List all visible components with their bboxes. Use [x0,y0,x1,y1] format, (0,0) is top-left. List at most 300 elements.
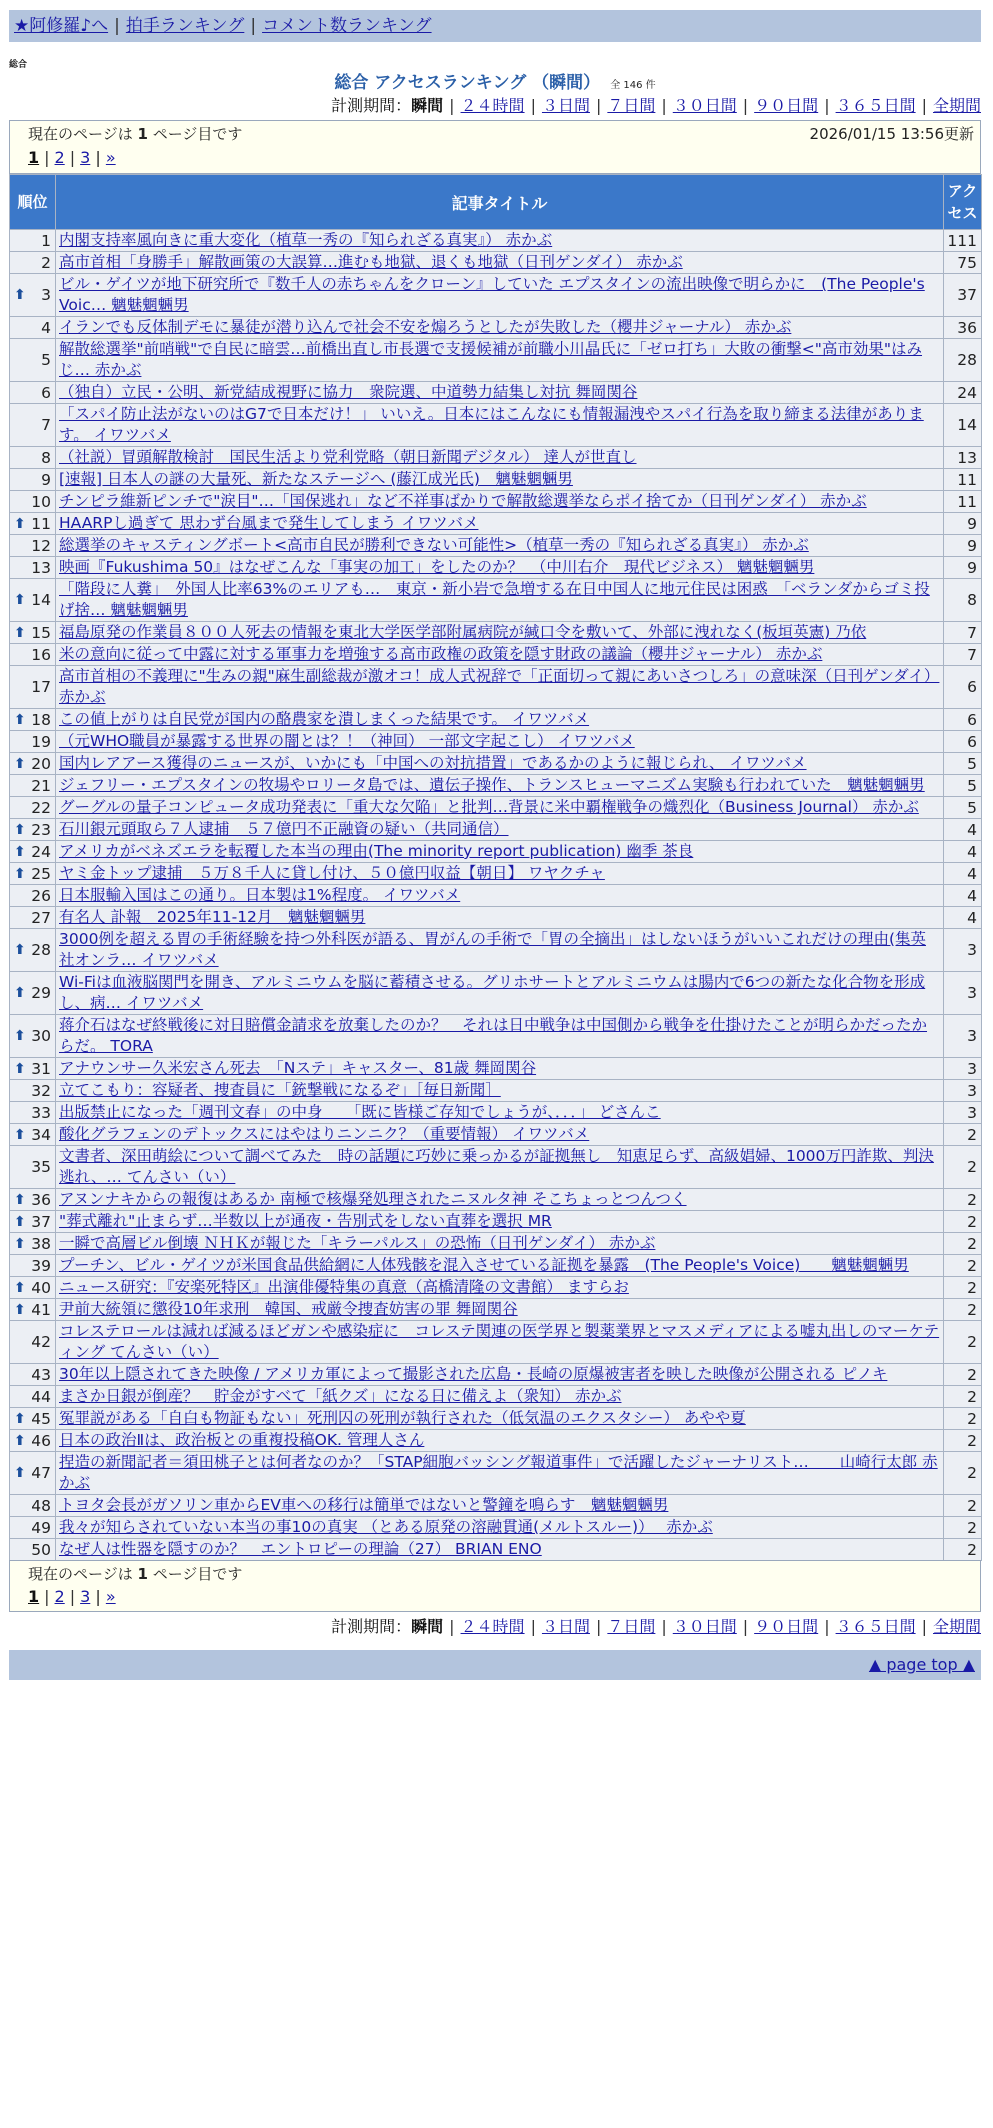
rank-cell [10,1277,56,1299]
table-row [10,274,982,317]
rank-cell [10,1517,56,1539]
rank-cell [10,317,56,339]
table-row [10,230,982,252]
article-title-link[interactable]: 福島原発の作業員８００人死去の情報を東北大学医学部附属病院が緘口令を敷いて、外部に洩れなく(板垣英憲) 乃依 [59,623,867,641]
access-count: 36 [944,317,982,339]
access-count: 3 [944,1058,982,1080]
rank-number: 33 [31,1103,51,1122]
article-title-link[interactable]: 内閣支持率風向きに重大変化（植草一秀の『知られざる真実』） 赤かぶ [59,231,553,249]
pager-page-link[interactable]: 3 [80,1587,91,1606]
rank-number: 15 [31,623,51,642]
access-count: 2 [944,1386,982,1408]
rank-number: 14 [31,591,51,609]
pagination: 1 | 2 | 3 | » [28,148,116,167]
article-title-link[interactable]: 総選挙のキャスティングボート<高市自民が勝利できない可能性>（植草一秀の『知られざる真実』） 赤かぶ [59,536,809,554]
table-row [10,797,982,819]
title-cell [56,513,944,535]
access-count: 5 [944,753,982,775]
rank-cell [10,1102,56,1124]
access-count: 14 [944,404,982,447]
rank-number: 43 [31,1365,51,1384]
title-cell [56,1299,944,1321]
period-separator: | [449,96,455,115]
title-cell [56,274,944,317]
title-cell [56,491,944,513]
table-row [10,1299,982,1321]
title-cell [56,622,944,644]
article-title-link[interactable]: 蒋介石はなぜ終戦後に対日賠償金請求を放棄したのか？ それは日中戦争は中国側から戦争を仕掛けたことが明らかだったからだ。 TORA [59,1016,928,1055]
title-cell [56,382,944,404]
nav-comment-ranking-link[interactable]: コメント数ランキング [262,16,432,36]
table-row [10,1452,982,1495]
rank-up-arrow-icon: ⬆ [14,624,26,641]
article-title-link[interactable]: アナウンサー久米宏さん死去 「Nステ」キャスター、81歳 舞岡関谷 [59,1059,537,1077]
article-title-link[interactable]: 冤罪説がある「自白も物証もない」死刑囚の死刑が執行された（低気温のエクスタシー） あやや夏 [59,1409,746,1427]
title-cell [56,230,944,252]
table-row [10,1015,982,1058]
article-title-link[interactable]: HAARPし過ぎて 思わず台風まで発生してしまう イワツバメ [59,514,479,532]
access-count: 2 [944,1321,982,1364]
rank-cell [10,797,56,819]
access-count: 111 [944,230,982,252]
access-count: 4 [944,885,982,907]
rank-number: 42 [31,1333,51,1351]
period-option-link[interactable]: 全期間 [932,96,981,115]
rank-number: 39 [31,1256,51,1275]
rank-up-arrow-icon: ⬆ [14,843,26,860]
table-row [10,579,982,622]
bottom-bar [9,1650,981,1680]
table-row [10,929,982,972]
period-option-link[interactable]: 全期間 [932,1617,981,1636]
table-row [10,885,982,907]
rank-up-arrow-icon: ⬆ [14,1432,26,1449]
access-count: 7 [944,644,982,666]
rank-cell [10,972,56,1015]
period-separator: | [742,96,749,115]
rank-cell [10,622,56,644]
access-count: 2 [944,1189,982,1211]
top-nav-bar: ★阿修羅♪へ | 拍手ランキング | コメント数ランキング [9,10,981,42]
table-row [10,622,982,644]
article-title-link[interactable]: 「階段に人糞」 外国人比率63%のエリアも… 東京・新小岩で急増する在日中国人に地元住民は困惑 「ベランダからゴミ投げ捨… 魑魅魍魎男 [59,580,930,619]
rank-cell [10,1124,56,1146]
rank-cell [10,1211,56,1233]
table-row [10,1124,982,1146]
table-row [10,447,982,469]
title-cell [56,469,944,491]
period-option-link[interactable]: ３日間 [541,1617,590,1636]
pager-separator: | [69,1587,76,1606]
rank-cell [10,841,56,863]
rank-number: 34 [31,1125,51,1144]
rank-number: 29 [31,984,51,1002]
period-current: 瞬間 [411,96,444,115]
period-label: 計測期間： [331,1617,412,1636]
article-title-link[interactable]: （元WHO職員が暴露する世界の闇とは？！（神回） 一部文字起こし） イワツバメ [59,732,635,750]
article-title-link[interactable]: [速報] 日本人の謎の大量死、新たなステージへ (藤江成光氏) 魑魅魍魎男 [59,470,573,488]
article-title-link[interactable]: プーチン、ビル・ゲイツが米国食品供給網に人体残骸を混入させている証拠を暴露 (The People's Voice) 魑魅魍魎男 [59,1256,909,1274]
access-count: 3 [944,929,982,972]
rank-cell [10,404,56,447]
access-count: 3 [944,1102,982,1124]
access-count: 2 [944,1517,982,1539]
article-title-link[interactable]: ジェフリー・エプスタインの牧場やロリータ島では、遺伝子操作、トランスヒューマニズム実験も行われていた 魑魅魍魎男 [59,776,925,794]
rank-up-arrow-icon: ⬆ [14,1465,26,1481]
article-title-link[interactable]: Wi-Fiは血液脳関門を開き、アルミニウムを脳に蓄積させる。グリホサートとアルミニウムは腸内で6つの新たな化合物を形成し、病… イワツバメ [59,973,926,1012]
title-cell [56,972,944,1015]
rank-number: 49 [31,1518,51,1537]
article-title-link[interactable]: 尹前大統領に懲役10年求刑 韓国、戒厳令捜査妨害の罪 舞岡関谷 [59,1300,518,1318]
access-count: 9 [944,557,982,579]
rank-cell [10,709,56,731]
rank-cell [10,885,56,907]
table-row [10,1189,982,1211]
table-row [10,382,982,404]
rank-number: 2 [41,253,51,272]
article-title-link[interactable]: まさか日銀が倒産？ 貯金がすべて「紙クズ」になる日に備えよ（衆知） 赤かぶ [59,1387,622,1405]
title-cell [56,709,944,731]
period-option-link[interactable]: ７日間 [607,1617,656,1636]
access-count: 2 [944,1430,982,1452]
rank-number: 16 [31,645,51,664]
article-title-link[interactable]: "葬式離れ"止まらず…半数以上が通夜・告別式をしない直葬を選択 MR [59,1212,552,1230]
rank-number: 41 [31,1300,51,1319]
table-row [10,841,982,863]
title-cell [56,797,944,819]
article-title-link[interactable]: 立てこもり：容疑者、捜査員に「銃撃戦になるぞ」［毎日新聞］ [59,1081,501,1099]
article-title-link[interactable]: 文書者、深田萌絵について調べてみた 時の話題に巧妙に乗っかるが証拠無し 知恵足らず、高級娼婦、1000万円詐欺、判決逃れ、… てんさい（い） [59,1147,934,1186]
title-cell [56,317,944,339]
article-title-link[interactable]: （独自）立民・公明、新党結成視野に協力 衆院選、中道勢力結集し対抗 舞岡関谷 [59,383,638,401]
rank-number: 26 [31,886,51,905]
table-row [10,972,982,1015]
article-title-link[interactable]: （社説）冒頭解散検討 国民生活より党利党略（朝日新聞デジタル） 達人が世直し [59,448,637,466]
rank-cell [10,1189,56,1211]
pager-current-page: 1 [28,1587,40,1606]
rank-cell [10,1255,56,1277]
period-option-link[interactable]: ２４時間 [460,1617,525,1636]
rank-cell [10,230,56,252]
article-title-link[interactable]: 高市首相の不義理に"生みの親"麻生副総裁が激オコ！成人式祝辞で「正面切って親にあいさつしろ」の意味深（日刊ゲンダイ） 赤かぶ [59,667,940,706]
rank-cell [10,1146,56,1189]
rank-number: 9 [41,470,51,489]
title-cell [56,1321,944,1364]
rank-up-arrow-icon: ⬆ [14,865,26,882]
nav-clap-ranking-link[interactable]: 拍手ランキング [125,16,245,36]
article-title-link[interactable]: コレステロールは減れば減るほどガンや感染症に コレステ関連の医学界と製薬業界とマスメディアによる嘘丸出しのマーケティング てんさい（い） [59,1322,940,1361]
article-title-link[interactable]: 解散総選挙"前哨戦"で自民に暗雲…前橋出直し市長選で支援候補が前職小川晶氏に「ゼロ打ち」大敗の衝撃<"高市効果"はみじ… 赤かぶ [59,340,923,379]
table-row [10,709,982,731]
rank-cell [10,513,56,535]
article-title-link[interactable]: なぜ人は性器を隠すのか？ エントロピーの理論（27） BRIAN ENO [59,1540,542,1558]
access-count: 4 [944,863,982,885]
article-title-link[interactable]: 3000例を超える胃の手術経験を持つ外科医が語る、胃がんの手術で「胃の全摘出」はしないほうがいいこれだけの理由(集英社オンラ… イワツバメ [59,930,926,969]
rank-number: 24 [31,842,51,861]
rank-cell [10,382,56,404]
access-count: 3 [944,972,982,1015]
access-count: 4 [944,819,982,841]
article-title-link[interactable]: 我々が知らされていない本当の事10の真実 （とある原発の溶融貫通(メルトスルー)） 赤かぶ [59,1518,713,1536]
rank-number: 38 [31,1234,51,1253]
rank-up-arrow-icon: ⬆ [14,985,26,1001]
rank-number: 8 [41,448,51,467]
table-row [10,1277,982,1299]
rank-number: 30 [31,1027,51,1045]
period-option-link[interactable]: ３６５日間 [835,1617,916,1636]
rank-number: 18 [31,710,51,729]
title-cell [56,339,944,382]
rank-cell [10,1233,56,1255]
article-title-link[interactable]: 石川銀元頭取ら７人逮捕 ５７億円不正融資の疑い（共同通信） [59,820,509,838]
rank-number: 32 [31,1081,51,1100]
access-count: 2 [944,1277,982,1299]
title-cell [56,1408,944,1430]
rank-cell [10,666,56,709]
current-page-text: 現在のページは 1 ページ目です [28,125,243,143]
table-row [10,863,982,885]
rank-up-arrow-icon: ⬆ [14,592,26,608]
title-cell [56,1015,944,1058]
title-cell [56,644,944,666]
table-row [10,469,982,491]
period-separator: | [530,96,536,115]
article-title-link[interactable]: 有名人 訃報 2025年11-12月 魑魅魍魎男 [59,908,366,926]
period-option-link[interactable]: ２４時間 [460,96,525,115]
rank-number: 13 [31,558,51,577]
table-row [10,513,982,535]
table-row [10,1146,982,1189]
table-row [10,1386,982,1408]
access-count: 5 [944,797,982,819]
header-rank: 順位 [10,175,56,230]
rank-up-arrow-icon: ⬆ [14,1279,26,1296]
header-title: 記事タイトル [56,175,944,230]
page-info-box-bottom [9,1560,981,1612]
table-row [10,775,982,797]
table-row [10,1233,982,1255]
access-count: 2 [944,1211,982,1233]
title-cell [56,1058,944,1080]
pager-page-link[interactable]: 2 [54,148,65,167]
page-top-link[interactable]: ▲ page top ▲ [868,1655,975,1674]
rank-number: 28 [31,941,51,959]
access-count: 2 [944,1452,982,1495]
rank-cell [10,1080,56,1102]
article-title-link[interactable]: 捏造の新聞記者＝須田桃子とは何者なのか？「STAP細胞バッシング報道事件」で活躍したジャーナリスト… 山崎行太郎 赤かぶ [59,1453,938,1492]
rank-cell [10,1299,56,1321]
period-separator: | [824,1617,830,1636]
access-count: 4 [944,907,982,929]
table-row [10,1321,982,1364]
article-title-link[interactable]: チンピラ維新ピンチで"涙目"…「国保逃れ」など不祥事ばかりで解散総選挙ならポイ捨てか（日刊ゲンダイ） 赤かぶ [59,492,867,510]
access-count: 9 [944,513,982,535]
rank-up-arrow-icon: ⬆ [14,1191,26,1208]
pager-next-link[interactable]: » [105,148,116,167]
title-cell [56,252,944,274]
category-label: 総合 [9,60,28,70]
pager-page-link[interactable]: 2 [54,1587,65,1606]
period-option-link[interactable]: ９０日間 [754,1617,819,1636]
access-count: 6 [944,709,982,731]
rank-up-arrow-icon: ⬆ [14,1235,26,1252]
article-title-link[interactable]: イランでも反体制デモに暴徒が潜り込んで社会不安を煽ろうとしたが失敗した（櫻井ジャーナル） 赤かぶ [59,318,792,336]
title-cell [56,1233,944,1255]
title-cell [56,1386,944,1408]
rank-number: 23 [31,820,51,839]
period-option-link[interactable]: ３０日間 [672,1617,737,1636]
rank-number: 44 [31,1387,51,1406]
title-cell [56,775,944,797]
article-title-link[interactable]: この値上がりは自民党が国内の酪農家を潰しまくった結果です。 イワツバメ [59,710,590,728]
period-option-link[interactable]: ３０日間 [672,96,737,115]
access-count: 2 [944,1255,982,1277]
rank-number: 47 [31,1464,51,1482]
pager-separator: | [69,148,76,167]
access-count: 3 [944,1015,982,1058]
article-title-link[interactable]: ビル・ゲイツが地下研究所で『数千人の赤ちゃんをクローン』していた エプスタインの流出映像で明らかに (The People's Voic… 魑魅魍魎男 [59,275,925,314]
rank-number: 7 [41,416,51,434]
table-row [10,819,982,841]
page-title: 総合 アクセスランキング （瞬間） [334,73,601,93]
rank-cell [10,447,56,469]
article-title-link[interactable]: グーグルの量子コンピュータ成功発表に「重大な欠陥」と批判…背景に米中覇権戦争の熾烈化（Business Journal） 赤かぶ [59,798,919,816]
period-option-link[interactable]: ３６５日間 [835,96,916,115]
article-title-link[interactable]: 日本の政治Ⅱは、政治板との重複投稿OK. 管理人さん [59,1431,425,1449]
ranking-table [9,174,982,1561]
title-cell [56,863,944,885]
page-info-box [9,120,981,174]
title-cell [56,404,944,447]
title-cell [56,753,944,775]
pager-separator: | [44,148,50,167]
title-cell [56,1189,944,1211]
table-row [10,731,982,753]
rank-cell [10,339,56,382]
article-title-link[interactable]: 映画『Fukushima 50』はなぜこんな「事実の加工」をしたのか？ （中川右介 現代ビジネス） 魑魅魍魎男 [59,558,815,576]
nav-home-link[interactable]: ★阿修羅♪へ [14,16,109,36]
page-heading [9,71,981,95]
article-title-link[interactable]: 「スパイ防止法がないのはG7で日本だけ！」 いいえ。日本にはこんなにも情報漏洩やスパイ行為を取り締まる法律があります。 イワツバメ [59,405,924,444]
title-cell [56,557,944,579]
title-cell [56,535,944,557]
access-count: 2 [944,1408,982,1430]
current-page-text-bottom: 現在のページは 1 ページ目です [28,1565,243,1583]
rank-cell [10,929,56,972]
title-cell [56,1452,944,1495]
table-header-row [10,175,982,230]
table-row [10,1539,982,1561]
title-cell [56,1080,944,1102]
rank-number: 45 [31,1409,51,1428]
table-row [10,1517,982,1539]
article-title-link[interactable]: ヤミ金トップ逮捕 ５万８千人に貸し付け、５０億円収益【朝日】 ワヤクチャ [59,864,605,882]
updated-timestamp: 2026/01/15 13:56更新 [809,125,974,143]
table-row [10,339,982,382]
rank-number: 22 [31,798,51,817]
title-cell [56,1211,944,1233]
article-title-link[interactable]: 日本服輸入国はこの通り。日本製は1%程度。 イワツバメ [59,886,461,904]
title-cell [56,1124,944,1146]
access-count: 11 [944,469,982,491]
rank-cell [10,252,56,274]
article-title-link[interactable]: 高市首相「身勝手」解散画策の大誤算…進むも地獄、退くも地獄（日刊ゲンダイ） 赤かぶ [59,253,683,271]
rank-up-arrow-icon: ⬆ [14,1301,26,1318]
title-cell [56,447,944,469]
rank-number: 19 [31,732,51,751]
access-count: 2 [944,1233,982,1255]
rank-number: 48 [31,1496,51,1515]
pager-page-link[interactable]: 3 [80,148,91,167]
access-count: 6 [944,666,982,709]
access-count: 3 [944,1080,982,1102]
article-title-link[interactable]: 出版禁止になった「週刊文春」の中身 「既に皆様ご存知でしょうが、．．．」 どさんこ [59,1103,661,1121]
rank-cell [10,1058,56,1080]
rank-up-arrow-icon: ⬆ [14,755,26,772]
table-row [10,557,982,579]
article-title-link[interactable]: アヌンナキからの報復はあるか 南極で核爆発処理されたニヌルタ神 そこちょっとつんつく [59,1190,687,1208]
period-current: 瞬間 [411,1617,444,1636]
article-title-link[interactable]: ニュース研究：『安楽死特区』出演俳優特集の真意（高橋清隆の文書館） ますらお [59,1278,629,1296]
title-cell [56,819,944,841]
article-title-link[interactable]: トヨタ会長がガソリン車からEV車への移行は簡単ではないと警鐘を鳴らす 魑魅魍魎男 [59,1496,669,1514]
article-title-link[interactable]: 米の意向に従って中露に対する軍事力を増強する高市政権の政策を隠す財政の議論（櫻井ジャーナル） 赤かぶ [59,645,823,663]
period-separator: | [921,96,927,115]
title-cell [56,929,944,972]
rank-up-arrow-icon: ⬆ [14,1126,26,1143]
rank-up-arrow-icon: ⬆ [14,1028,26,1044]
access-count: 8 [944,579,982,622]
access-count: 2 [944,1299,982,1321]
access-count: 13 [944,447,982,469]
table-row [10,907,982,929]
title-cell [56,1517,944,1539]
table-row [10,1058,982,1080]
table-row [10,1080,982,1102]
rank-cell [10,644,56,666]
rank-number: 36 [31,1190,51,1209]
rank-number: 37 [31,1212,51,1231]
rank-number: 31 [31,1059,51,1078]
rank-number: 3 [41,286,51,304]
rank-number: 17 [31,678,51,696]
article-title-link[interactable]: アメリカがベネズエラを転覆した本当の理由(The minority report publication) 幽季 茶良 [59,842,694,860]
article-title-link[interactable]: 30年以上隠されてきた映像 / アメリカ軍によって撮影された広島・長崎の原爆被害者を映した映像が公開される ピノキ [59,1365,888,1383]
period-option-link[interactable]: ３日間 [541,96,590,115]
period-separator: | [595,1617,602,1636]
rank-cell [10,1430,56,1452]
rank-cell [10,775,56,797]
title-cell [56,1364,944,1386]
period-selector-bottom [9,1616,981,1638]
period-option-link[interactable]: ９０日間 [754,96,819,115]
period-separator: | [824,96,830,115]
article-title-link[interactable]: 一瞬で高層ビル倒壊 ＮＨＫが報じた「キラーパルス」の恐怖（日刊ゲンダイ） 赤かぶ [59,1234,656,1252]
rank-cell [10,557,56,579]
table-row [10,317,982,339]
article-title-link[interactable]: 酸化グラフェンのデトックスにはやはりニンニク？（重要情報） イワツバメ [59,1125,590,1143]
table-row [10,1255,982,1277]
period-separator: | [595,96,602,115]
pagination-bottom: 1 | 2 | 3 | » [28,1587,116,1606]
title-cell [56,1102,944,1124]
rank-up-arrow-icon: ⬆ [14,1060,26,1077]
period-option-link[interactable]: ７日間 [607,96,656,115]
pager-next-link[interactable]: » [105,1587,116,1606]
rank-cell [10,491,56,513]
article-title-link[interactable]: 国内レアアース獲得のニュースが、いかにも「中国への対抗措置」であるかのように報じられ、 イワツバメ [59,754,807,772]
rank-number: 20 [31,754,51,773]
